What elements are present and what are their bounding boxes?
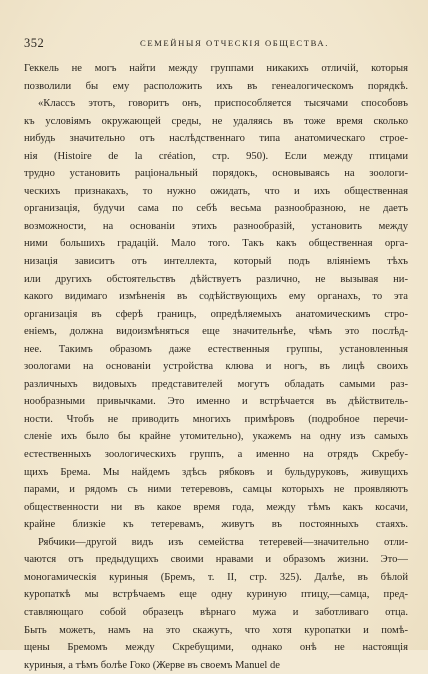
text-line: организація, будучи сама по себѣ весьма разнообразною, не даетъ bbox=[24, 203, 408, 215]
text-line: Быть можетъ, намъ на это скажутъ, что хотя куропатки и помѣ- bbox=[24, 624, 408, 636]
text-line: общественности ни въ какое время года, между тѣмъ какъ косачи, bbox=[24, 501, 408, 513]
text-line: моногамическія куриныя (Бремъ, т. II, стр. 325). Далѣе, въ бѣлой bbox=[24, 571, 408, 583]
text-line: позволили бы ему расположить ихъ въ генеалогическомъ порядкѣ. bbox=[24, 80, 408, 92]
text-line: къ условіямъ окружающей среды, не удаляясь въ тоже время сколько bbox=[24, 115, 408, 127]
text-line: нибудь значительно отъ наслѣдственнаго типа анатомическаго строе- bbox=[24, 133, 408, 145]
text-line: крайне близкіе къ тетеревамъ, живутъ въ постоянныхъ стаяхъ. bbox=[24, 519, 408, 531]
text-line: «Классъ этотъ, говоритъ онъ, приспособляется тысячами способовъ bbox=[38, 98, 408, 110]
text-line: ставляющаго собой образецъ вѣрнаго мужа и заботливаго отца. bbox=[24, 606, 408, 618]
text-line: куропаткѣ мы встрѣчаемъ еще одну куриную птицу,—самца, пред- bbox=[24, 589, 408, 601]
text-line: зоологами на основаніи устройства клюва и ногъ, въ лицѣ своихъ bbox=[24, 361, 408, 373]
text-line: парами, и рядомъ съ ними тетеревовъ, самцы которыхъ не проявляютъ bbox=[24, 484, 408, 496]
text-line: низація зависитъ отъ интеллекта, который подъ вліяніемъ тѣхъ bbox=[24, 256, 408, 268]
text-line: куриныя, а тѣмъ болѣе Гоко (Жерве въ своемъ Manuel de bbox=[24, 659, 280, 671]
text-line: какого видимаго измѣненія въ содѣйствующихъ ему органахъ, то эта bbox=[24, 291, 408, 303]
text-line: ческихъ признакахъ, то нужно ожидать, что и ихъ общественная bbox=[24, 185, 408, 197]
text-line: щены Бремомъ между Скребущими, однако онѣ не настоящія bbox=[24, 642, 408, 654]
text-line: различныхъ видовыхъ представителей могутъ обладать самыми раз- bbox=[24, 378, 408, 390]
text-line: возможности, на основаніи этихъ разнообразій, установить между bbox=[24, 220, 408, 232]
page-number: 352 bbox=[24, 36, 45, 50]
running-header bbox=[24, 36, 408, 50]
text-line: нообразными привычками. Это именно и встрѣчается въ дѣйствитель- bbox=[24, 396, 408, 408]
text-line: нія (Histoire de la création, стр. 950). Если между птицами bbox=[24, 150, 408, 162]
text-line: ности. Чтобъ не приводить многихъ примѣровъ (подробное перечи- bbox=[24, 413, 408, 425]
text-line: трудно установить раціональный порядокъ, основываясь на зоологи- bbox=[24, 168, 408, 180]
text-line: Геккель не могъ найти между группами никакихъ отличій, которыя bbox=[24, 63, 408, 74]
text-line: еніемъ, должна видоизмѣняться еще значительнѣе, чѣмъ это послѣд- bbox=[24, 326, 408, 338]
text-line: организація въ сферѣ границъ, опредѣляемыхъ анатомическимъ стро- bbox=[24, 308, 408, 320]
text-line: или другихъ обстоятельствъ дѣйствуетъ различно, не вызывая ни- bbox=[24, 273, 408, 285]
text-line: чаются отъ предыдущихъ своими нравами и образомъ жизни. Это— bbox=[24, 554, 408, 566]
text-line: щихъ Брема. Мы найдемъ здѣсь рябковъ и бульдуруковъ, живущихъ bbox=[24, 466, 408, 478]
text-line: ними большихъ градацій. Мало того. Такъ какъ общественная орга- bbox=[24, 238, 408, 250]
running-title: СЕМЕЙНЫЯ ОТЧЕСКІЯ ОБЩЕСТВА. bbox=[140, 38, 329, 48]
text-line: сленіе ихъ было бы крайне утомительно), укажемъ на одну изъ самыхъ bbox=[24, 431, 408, 443]
text-line: Рябчики—другой видъ изъ семейства тетеревей—значительно отли- bbox=[38, 536, 408, 548]
body-text bbox=[24, 60, 408, 674]
text-line: нее. Такимъ образомъ даже естественныя группы, установленныя bbox=[24, 343, 408, 355]
text-line: естественныхъ зоологическихъ группъ, а именно на отрядъ Скребу- bbox=[24, 449, 408, 461]
